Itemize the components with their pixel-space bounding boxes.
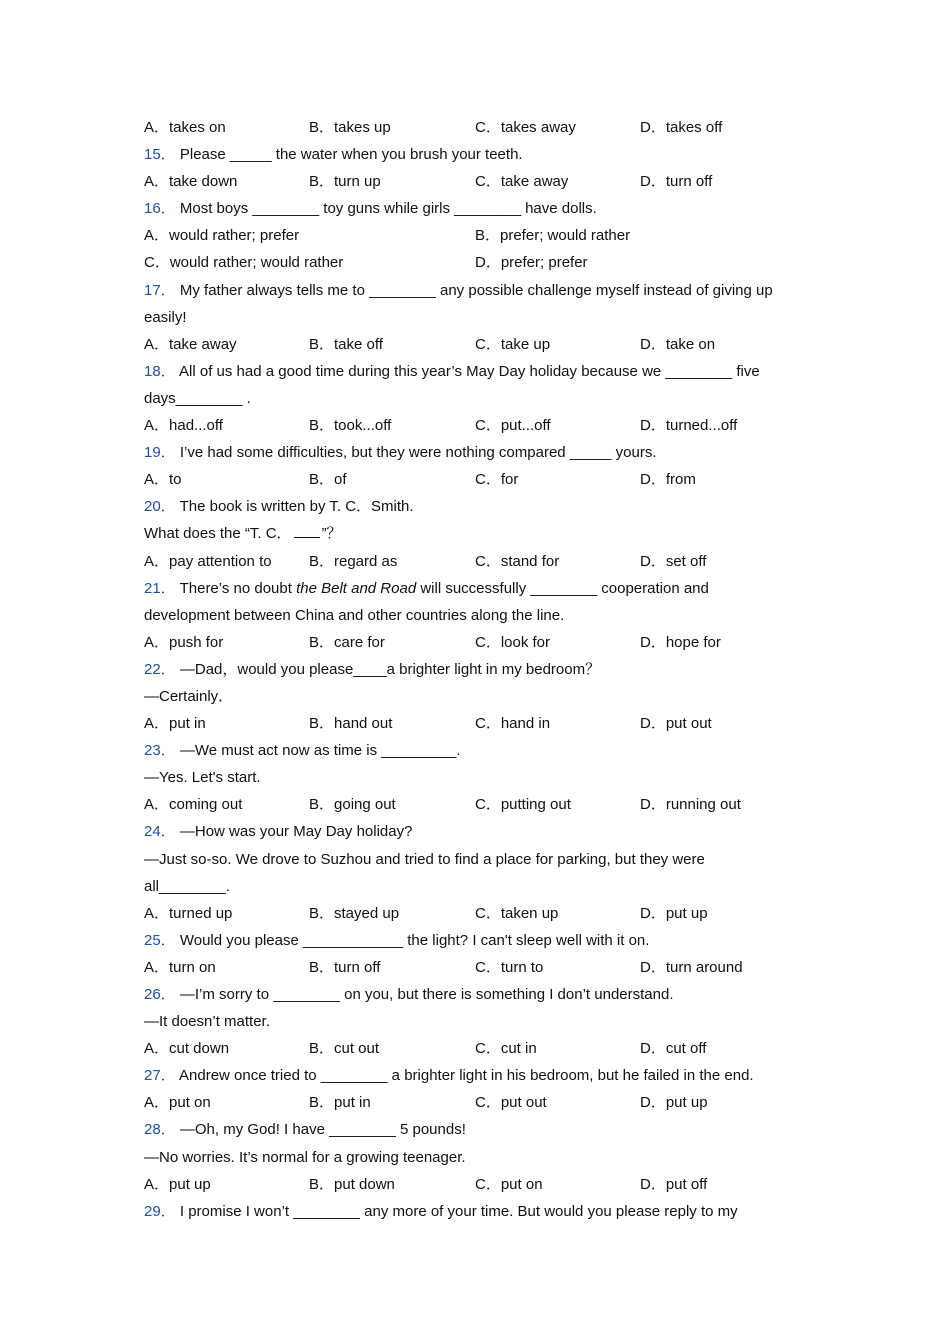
stem-text: I promise I won’t ________ any more of your time. But would you please reply to my xyxy=(179,1202,738,1220)
option-b: B．stayed up xyxy=(309,904,400,922)
option-a: A．push for xyxy=(144,633,224,651)
question-number: 25． xyxy=(144,931,176,949)
option-c: C．take up xyxy=(475,335,551,353)
question-stem xyxy=(144,575,790,602)
question-line xyxy=(144,304,790,331)
stem-text: The book is written by T. C．Smith. xyxy=(179,498,414,516)
option-b: B．put down xyxy=(309,1175,395,1193)
options-row xyxy=(144,1035,790,1062)
option-a: A．would rather; prefer xyxy=(144,227,300,245)
question-number: 20． xyxy=(144,498,176,516)
question-number: 21． xyxy=(144,579,176,597)
question-line xyxy=(144,846,790,873)
question-line xyxy=(144,1008,790,1035)
option-b: B．put in xyxy=(309,1094,371,1112)
option-c: C．put...off xyxy=(475,417,551,435)
options-row xyxy=(144,168,790,195)
stem-text: Would you please ____________ the light? I can't sleep well with it on. xyxy=(179,931,650,949)
stem-text: will successfully ________ cooperation and xyxy=(416,579,709,597)
option-b: B．regard as xyxy=(309,552,398,570)
stem-text: Andrew once tried to ________ a brighter light in his bedroom, but he failed in the end. xyxy=(179,1067,754,1085)
question-stem xyxy=(144,493,790,520)
stem-text: —Just so-so. We drove to Suzhou and tried to find a place for parking, but they were xyxy=(144,850,705,868)
option-d: D．put up xyxy=(640,904,708,922)
stem-text: —How was your May Day holiday? xyxy=(179,823,413,841)
option-d: D．set off xyxy=(640,552,707,570)
question-stem xyxy=(144,656,790,683)
option-c: C．hand in xyxy=(475,715,551,733)
stem-text: I’ve had some difficulties, but they were nothing compared _____ yours. xyxy=(179,444,657,462)
question-number: 28． xyxy=(144,1121,176,1139)
question-number: 17． xyxy=(144,281,176,299)
stem-text: development between China and other countries along the line. xyxy=(144,606,565,624)
question-line xyxy=(144,385,790,412)
option-b: B．takes up xyxy=(309,119,391,136)
option-c: C．for xyxy=(475,471,519,489)
option-d: D．put off xyxy=(640,1175,708,1193)
option-c: C．cut in xyxy=(475,1040,537,1058)
question-stem xyxy=(144,927,790,954)
option-c: C．takes away xyxy=(475,119,576,136)
question-number: 22． xyxy=(144,660,176,678)
option-d: D．from xyxy=(640,471,696,489)
stem-text: Most boys ________ toy guns while girls ________ have dolls. xyxy=(179,200,597,218)
question-line xyxy=(144,602,790,629)
option-a: A．had...off xyxy=(144,417,223,435)
option-a: A．coming out xyxy=(144,796,243,814)
stem-text: There’s no doubt xyxy=(179,579,297,597)
option-a: A．to xyxy=(144,471,182,489)
question-number: 23． xyxy=(144,742,176,760)
question-number: 18． xyxy=(144,362,176,380)
question-number: 26． xyxy=(144,986,176,1003)
stem-text: —No worries. It’s normal for a growing teenager. xyxy=(144,1148,466,1166)
stem-text: —I’m sorry to ________ on you, but there is something I don’t understand. xyxy=(179,986,674,1003)
question-line xyxy=(144,873,790,900)
option-a: A．put on xyxy=(144,1094,211,1112)
stem-text: —Yes. Let's start. xyxy=(144,769,261,787)
option-d: D．turn off xyxy=(640,173,713,191)
options-row xyxy=(144,249,790,276)
option-b: B．turn off xyxy=(309,958,381,976)
stem-text: All of us had a good time during this year’s May Day holiday because we ________ five xyxy=(179,362,760,380)
options-row xyxy=(144,954,790,981)
question-number: 19． xyxy=(144,444,176,462)
option-d: D．take on xyxy=(640,335,716,353)
options-row xyxy=(144,791,790,818)
question-stem xyxy=(144,195,790,222)
options-row xyxy=(144,222,790,249)
question-line xyxy=(144,520,790,547)
options-row xyxy=(144,1089,790,1116)
option-c: C．put out xyxy=(475,1094,547,1112)
question-line xyxy=(144,683,790,710)
question-line xyxy=(144,1144,790,1171)
option-c: C．putting out xyxy=(475,796,571,814)
option-a: A．put in xyxy=(144,715,206,733)
option-a: A．put up xyxy=(144,1175,211,1193)
option-a: A．takes on xyxy=(144,119,226,136)
option-d: D．cut off xyxy=(640,1040,707,1058)
options-row xyxy=(144,412,790,439)
option-c: C．stand for xyxy=(475,552,560,570)
question-stem xyxy=(144,141,790,168)
question-stem xyxy=(144,981,790,1008)
question-list xyxy=(144,141,790,1225)
option-d: D．hope for xyxy=(640,633,721,651)
question-number: 15． xyxy=(144,146,176,164)
stem-text: What does the “T. C． xyxy=(144,525,292,543)
option-b: B．turn up xyxy=(309,173,381,191)
option-b: B．hand out xyxy=(309,715,393,733)
options-row xyxy=(144,548,790,575)
option-a: A．turn on xyxy=(144,958,216,976)
option-a: A．take down xyxy=(144,173,238,191)
question-line xyxy=(144,764,790,791)
question-stem xyxy=(144,1198,790,1225)
question-stem xyxy=(144,439,790,466)
option-d: D．takes off xyxy=(640,119,723,136)
question-stem xyxy=(144,1116,790,1143)
option-b: B．took...off xyxy=(309,417,392,435)
options-row xyxy=(144,710,790,737)
option-c: C．would rather; would rather xyxy=(144,254,344,272)
option-d: D．prefer; prefer xyxy=(475,254,588,272)
question-stem xyxy=(144,277,790,304)
option-c: C．put on xyxy=(475,1175,543,1193)
stem-text: days________ . xyxy=(144,389,251,407)
option-c: C．taken up xyxy=(475,904,559,922)
question-stem xyxy=(144,818,790,845)
option-b: B．prefer; would rather xyxy=(475,227,631,245)
option-b: B．of xyxy=(309,471,347,489)
options-row xyxy=(144,629,790,656)
question-number: 24． xyxy=(144,823,176,841)
options-row xyxy=(144,331,790,358)
option-d: D．turn around xyxy=(640,958,743,976)
option-a: A．cut down xyxy=(144,1040,230,1058)
option-d: D．turned...off xyxy=(640,417,738,435)
option-a: A．take away xyxy=(144,335,237,353)
answer-blank xyxy=(294,523,320,538)
option-d: D．put out xyxy=(640,715,712,733)
question-number: 16． xyxy=(144,200,176,218)
options-row xyxy=(144,900,790,927)
stem-text: —Certainly． xyxy=(144,687,234,705)
options-row xyxy=(144,466,790,493)
option-c: C．take away xyxy=(475,173,569,191)
question-number: 29． xyxy=(144,1202,176,1220)
stem-text: easily! xyxy=(144,308,187,326)
stem-text: —Dad，would you please____a brighter light in my bedroom？ xyxy=(179,660,601,678)
stem-text: Please _____ the water when you brush your teeth. xyxy=(179,146,523,164)
stem-text: —Oh, my God! I have ________ 5 pounds! xyxy=(179,1121,466,1139)
stem-text: ”？ xyxy=(321,525,342,543)
question-stem xyxy=(144,737,790,764)
option-a: A．pay attention to xyxy=(144,552,272,570)
option-a: A．turned up xyxy=(144,904,233,922)
option-d: D．running out xyxy=(640,796,741,814)
stem-text: all________. xyxy=(144,877,230,895)
option-b: B．take off xyxy=(309,335,383,353)
stem-emphasis: the Belt and Road xyxy=(296,579,417,597)
option-b: B．going out xyxy=(309,796,396,814)
question-stem xyxy=(144,1062,790,1089)
option-b: B．cut out xyxy=(309,1040,380,1058)
option-b: B．care for xyxy=(309,633,385,651)
stem-text: —We must act now as time is _________. xyxy=(179,742,461,760)
option-d: D．put up xyxy=(640,1094,708,1112)
stem-text: —It doesn’t matter. xyxy=(144,1013,270,1031)
question-stem xyxy=(144,358,790,385)
options-row xyxy=(144,1171,790,1198)
option-c: C．turn to xyxy=(475,958,544,976)
option-c: C．look for xyxy=(475,633,551,651)
question-number: 27． xyxy=(144,1067,176,1085)
stem-text: My father always tells me to ________ any possible challenge myself instead of giving up xyxy=(179,281,773,299)
top-options-row xyxy=(144,114,790,141)
